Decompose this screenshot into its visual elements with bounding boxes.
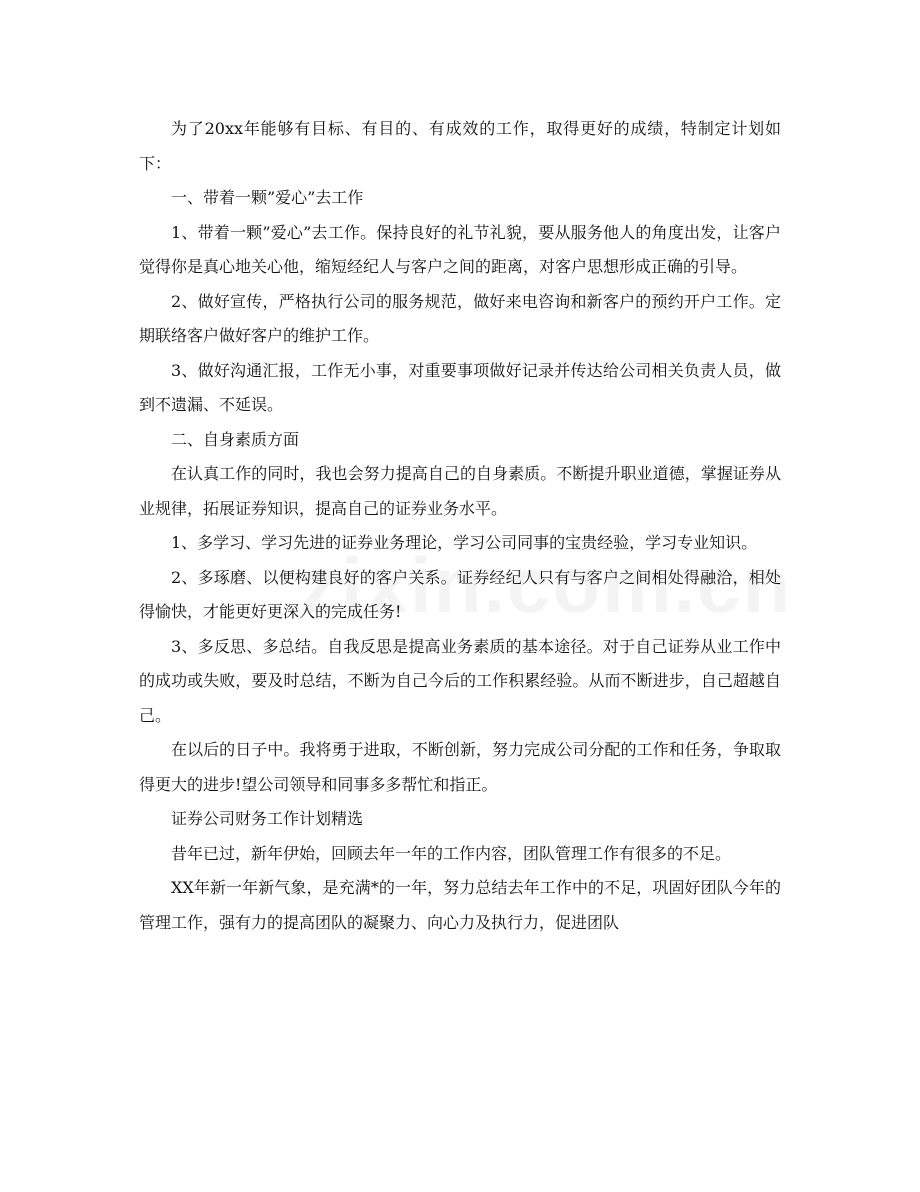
intro-paragraph: 为了20xx年能够有目标、有目的、有成效的工作，取得更好的成绩，特制定计划如下：	[139, 119, 781, 173]
paragraph: 在认真工作的同时，我也会努力提高自己的自身素质。不断提升职业道德，掌握证券从业规律，拓展证券知识，提高自己的证券业务水平。	[139, 464, 781, 518]
article-title: 证券公司财务工作计划精选	[171, 809, 364, 828]
paragraph: 1、带着一颗”爱心”去工作。保持良好的礼节礼貌，要从服务他人的角度出发，让客户觉得你是真心地关心他，缩短经纪人与客户之间的距离，对客户思想形成正确的引导。	[139, 222, 781, 276]
section-heading-1: 一、带着一颗”爱心”去工作	[171, 188, 364, 207]
section-heading-2: 二、自身素质方面	[171, 429, 300, 449]
paragraph: 在以后的日子中。我将勇于进取，不断创新，努力完成公司分配的工作和任务，争取取得更大的进步!望公司领导和同事多多帮忙和指正。	[139, 740, 781, 794]
paragraph: 2、做好宣传，严格执行公司的服务规范，做好来电咨询和新客户的预约开户工作。定期联络客户做好客户的维护工作。	[139, 291, 781, 345]
paragraph: 1、多学习、学习先进的证券业务理论，学习公司同事的宝贵经验，学习专业知识。	[171, 533, 758, 552]
paragraph: XX年新一年新气象，是充满*的一年，努力总结去年工作中的不足，巩固好团队今年的管理工作，强有力的提高团队的凝聚力、向心力及执行力，促进团队	[139, 878, 781, 932]
paragraph: 3、做好沟通汇报，工作无小事，对重要事项做好记录并传达给公司相关负责人员，做到不遗漏、不延误。	[139, 360, 781, 414]
paragraph: 2、多琢磨、以便构建良好的客户关系。证券经纪人只有与客户之间相处得融洽，相处得愉快，才能更好更深入的完成任务!	[139, 567, 781, 621]
document-body	[139, 112, 781, 940]
paragraph: 3、多反思、多总结。自我反思是提高业务素质的基本途径。对于自己证券从业工作中的成功或失败，要及时总结，不断为自己今后的工作积累经验。从而不断进步，自己超越自己。	[139, 636, 781, 725]
paragraph: 昔年已过，新年伊始，回顾去年一年的工作内容，团队管理工作有很多的不足。	[171, 843, 732, 863]
